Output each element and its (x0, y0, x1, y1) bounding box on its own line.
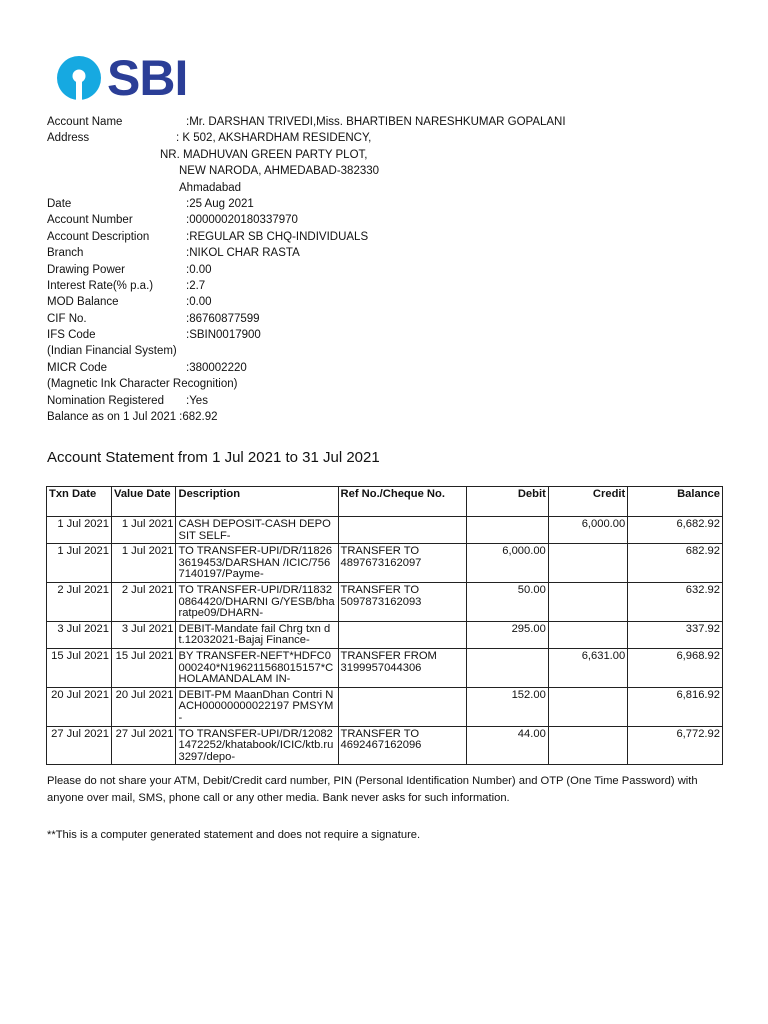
info-value: :REGULAR SB CHQ-INDIVIDUALS (186, 230, 369, 243)
value-date-cell: 1 Jul 2021 (111, 544, 176, 583)
ref-cell (338, 517, 466, 544)
balance-cell: 337.92 (628, 621, 723, 648)
info-row-address (47, 130, 566, 146)
brand-name: SBI (107, 50, 188, 106)
txn-date-cell: 1 Jul 2021 (47, 544, 112, 583)
info-value: :682.92 (179, 411, 218, 424)
txn-date-cell: 27 Jul 2021 (47, 726, 112, 765)
sbi-logo-icon (55, 54, 103, 102)
value-date-cell: 27 Jul 2021 (111, 726, 176, 765)
column-header-ref-no: Ref No./Cheque No. (338, 487, 466, 517)
info-label: IFS Code (47, 329, 96, 342)
debit-cell: 295.00 (466, 621, 548, 648)
info-row-account-description (47, 229, 566, 245)
info-value: :25 Aug 2021 (186, 197, 254, 210)
debit-cell (466, 517, 548, 544)
info-value: :0.00 (186, 263, 212, 276)
footer-note: **This is a computer generated statement and does not require a signature. (47, 829, 421, 841)
info-label: Account Number (47, 214, 133, 227)
table-row (47, 621, 723, 648)
value-date-cell: 3 Jul 2021 (111, 621, 176, 648)
balance-cell: 6,816.92 (628, 687, 723, 726)
info-row-date (47, 196, 566, 212)
credit-cell (548, 621, 627, 648)
txn-date-cell: 3 Jul 2021 (47, 621, 112, 648)
value-date-cell: 20 Jul 2021 (111, 687, 176, 726)
ref-cell: TRANSFER TO 4692467162096 (338, 726, 466, 765)
info-row-nomination (47, 393, 566, 409)
info-label: Date (47, 197, 72, 210)
info-row-opening-balance (47, 409, 566, 425)
table-row (47, 648, 723, 687)
description-cell: CASH DEPOSIT-CASH DEPOSIT SELF- (176, 517, 338, 544)
debit-cell: 152.00 (466, 687, 548, 726)
ref-cell (338, 687, 466, 726)
info-label: MICR Code (47, 361, 108, 374)
txn-date-cell: 1 Jul 2021 (47, 517, 112, 544)
description-cell: DEBIT-PM MaanDhan Contri NACH00000000022197 PMSYM- (176, 687, 338, 726)
value-date-cell: 1 Jul 2021 (111, 517, 176, 544)
info-row-micr-code (47, 360, 566, 376)
micr-note: (Magnetic Ink Character Recognition) (47, 378, 238, 391)
balance-cell: 6,968.92 (628, 648, 723, 687)
credit-cell (548, 726, 627, 765)
info-value: :2.7 (186, 279, 206, 292)
description-cell: TO TRANSFER-UPI/DR/120821472252/khatabook/ICIC/ktb.ru3297/depo- (176, 726, 338, 765)
table-row (47, 544, 723, 583)
description-cell: TO TRANSFER-UPI/DR/118320864420/DHARNI G/YESB/bharatpe09/DHARN- (176, 582, 338, 621)
sbi-logo (55, 50, 188, 106)
info-value: :Mr. DARSHAN TRIVEDI,Miss. BHARTIBEN NARESHKUMAR GOPALANI (186, 116, 566, 128)
info-label: Address (47, 132, 90, 145)
info-label: Nomination Registered (47, 394, 164, 407)
info-row-account-name (47, 114, 566, 130)
table-row (47, 582, 723, 621)
balance-cell: 6,682.92 (628, 517, 723, 544)
info-value: : K 502, AKSHARDHAM RESIDENCY, (176, 132, 372, 145)
address-line: Ahmadabad (179, 181, 242, 194)
description-cell: TO TRANSFER-UPI/DR/118263619453/DARSHAN /ICIC/7567140197/Payme- (176, 544, 338, 583)
statement-title: Account Statement from 1 Jul 2021 to 31 Jul 2021 (47, 449, 380, 466)
value-date-cell: 2 Jul 2021 (111, 582, 176, 621)
transaction-table (46, 486, 723, 765)
address-line: NR. MADHUVAN GREEN PARTY PLOT, (160, 148, 368, 161)
table-row (47, 687, 723, 726)
ref-cell: TRANSFER TO 5097873162093 (338, 582, 466, 621)
info-label: Branch (47, 247, 84, 260)
info-row-account-number (47, 212, 566, 228)
info-value: :SBIN0017900 (186, 329, 261, 342)
info-value: :00000020180337970 (186, 214, 298, 227)
info-row-interest-rate (47, 278, 566, 294)
table-row (47, 517, 723, 544)
description-cell: DEBIT-Mandate fail Chrg txn dt.12032021-Bajaj Finance- (176, 621, 338, 648)
info-label: Drawing Power (47, 263, 125, 276)
debit-cell: 6,000.00 (466, 544, 548, 583)
column-header-description: Description (176, 487, 338, 517)
debit-cell: 44.00 (466, 726, 548, 765)
ref-cell (338, 621, 466, 648)
txn-date-cell: 20 Jul 2021 (47, 687, 112, 726)
balance-cell: 6,772.92 (628, 726, 723, 765)
ifs-note: (Indian Financial System) (47, 345, 177, 358)
balance-cell: 632.92 (628, 582, 723, 621)
credit-cell: 6,631.00 (548, 648, 627, 687)
txn-date-cell: 2 Jul 2021 (47, 582, 112, 621)
txn-date-cell: 15 Jul 2021 (47, 648, 112, 687)
ref-cell: TRANSFER FROM 3199957044306 (338, 648, 466, 687)
info-label: MOD Balance (47, 296, 119, 309)
info-label: Interest Rate(% p.a.) (47, 279, 154, 292)
address-line: NEW NARODA, AHMEDABAD-382330 (179, 165, 380, 178)
column-header-value-date: Value Date (111, 487, 176, 517)
debit-cell: 50.00 (466, 582, 548, 621)
info-label: CIF No. (47, 312, 87, 325)
info-value: :86760877599 (186, 312, 260, 325)
info-value: :Yes (186, 394, 208, 407)
info-label: Balance as on 1 Jul 2021 (47, 411, 177, 424)
credit-cell (548, 582, 627, 621)
info-row-branch (47, 245, 566, 261)
info-value: :380002220 (186, 361, 247, 374)
ref-cell: TRANSFER TO 4897673162097 (338, 544, 466, 583)
credit-cell (548, 544, 627, 583)
info-label: Account Description (47, 230, 150, 243)
info-label: Account Name (47, 116, 123, 128)
account-info (47, 114, 566, 425)
info-value: :0.00 (186, 296, 212, 309)
security-notice: Please do not share your ATM, Debit/Credit card number, PIN (Personal Identification Number) and OTP (One Time Password) with anyone over mail, SMS, phone call or any other media. Bank never asks for such information. (47, 775, 698, 804)
column-header-txn-date: Txn Date (47, 487, 112, 517)
table-row (47, 726, 723, 765)
description-cell: BY TRANSFER-NEFT*HDFC0000240*N196211568015157*CHOLAMANDALAM IN- (176, 648, 338, 687)
column-header-balance: Balance (628, 487, 723, 517)
info-row-mod-balance (47, 294, 566, 310)
info-row-ifs-code (47, 327, 566, 343)
table-header-row (47, 487, 723, 517)
balance-cell: 682.92 (628, 544, 723, 583)
credit-cell: 6,000.00 (548, 517, 627, 544)
column-header-debit: Debit (466, 487, 548, 517)
info-row-cif-no (47, 311, 566, 327)
info-value: :NIKOL CHAR RASTA (186, 247, 300, 260)
debit-cell (466, 648, 548, 687)
column-header-credit: Credit (548, 487, 627, 517)
value-date-cell: 15 Jul 2021 (111, 648, 176, 687)
credit-cell (548, 687, 627, 726)
info-row-drawing-power (47, 262, 566, 278)
